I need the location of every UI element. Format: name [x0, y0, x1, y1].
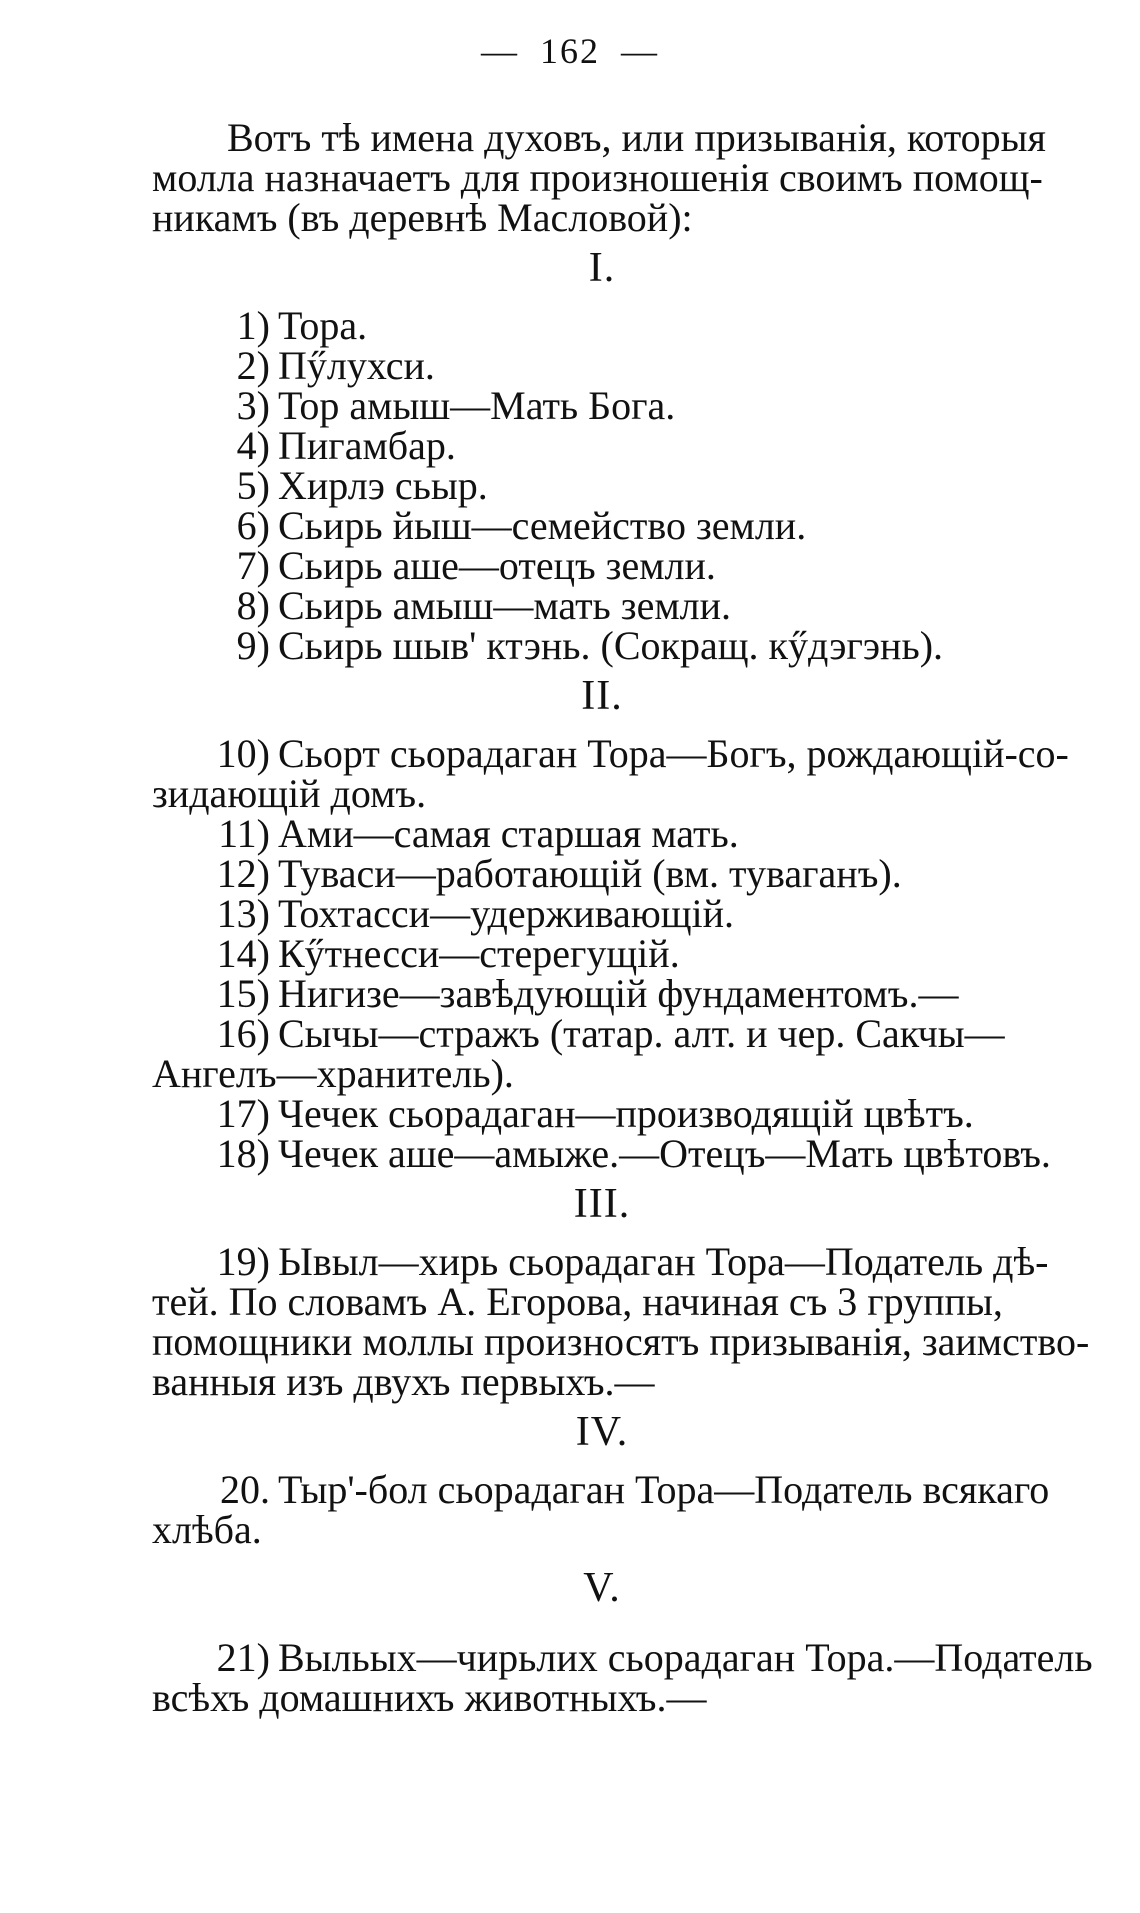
list-item — [152, 1635, 1093, 1680]
item-number: 9) — [236, 623, 270, 668]
list-section-1 — [152, 303, 1052, 668]
page-number: 162 — [540, 31, 600, 71]
item-text: Тыр'-бол сьорадаган Тора—Податель всякаго — [278, 1467, 1050, 1512]
item-number: 2) — [236, 343, 270, 388]
item-text: Выльых—чирьлих сьорадаган Тора.—Податель — [278, 1635, 1093, 1680]
item-text: Кӳтнесси—стерегущій. — [278, 931, 680, 976]
item-text: Пӳлухси. — [278, 343, 435, 388]
paragraph-section-4 — [152, 1467, 1052, 1552]
list-item — [152, 303, 1052, 348]
list-item — [152, 1011, 1052, 1056]
list-section-2 — [152, 731, 1069, 1176]
item-number: 1) — [236, 303, 270, 348]
item-text: Сьирь амыш—мать земли. — [278, 583, 732, 628]
section-heading-1: I. — [588, 245, 616, 291]
item-number: 10) — [216, 731, 270, 776]
intro-line: молла назначаетъ для произношенія своимъ помощ- — [152, 155, 1043, 200]
paragraph-section-5 — [152, 1635, 1093, 1720]
page-body — [152, 115, 1093, 1720]
item-text: Тора. — [278, 303, 368, 348]
item-text: Нигизе—завѣдующій фундаментомъ.— — [278, 971, 959, 1016]
item-number: 4) — [236, 423, 270, 468]
paragraph-line: всѣхъ домашнихъ животныхъ.— — [152, 1675, 707, 1720]
section-heading-3: III. — [573, 1181, 631, 1227]
item-text: Чечек аше—амыже.—Отецъ—Мать цвѣтовъ. — [278, 1131, 1051, 1176]
item-continuation: зидающій домъ. — [152, 771, 427, 816]
list-item — [152, 851, 1052, 896]
paragraph-line: тей. По словамъ А. Егорова, начиная съ 3 группы, — [152, 1279, 1003, 1324]
item-text: Сьорт сьорадаган Тора—Богъ, рождающій-со- — [278, 731, 1069, 776]
item-text: Ывыл—хирь сьорадаган Тора—Податель дѣ- — [278, 1239, 1049, 1284]
item-number: 20. — [220, 1467, 270, 1512]
header-right-dash: — — [621, 31, 659, 71]
list-item — [152, 1467, 1052, 1512]
list-item — [152, 1091, 1052, 1136]
item-text: Сычы—стражъ (татар. алт. и чер. Сакчы— — [278, 1011, 1005, 1056]
header-left-dash: — — [481, 31, 519, 71]
item-text: Пигамбар. — [278, 423, 456, 468]
list-item — [152, 811, 1052, 856]
list-item — [152, 1131, 1052, 1176]
list-item — [152, 463, 1052, 508]
page-header — [0, 30, 1140, 72]
item-text: Туваси—работающій (вм. туваганъ). — [278, 851, 902, 896]
item-number: 5) — [236, 463, 270, 508]
item-number: 8) — [236, 583, 270, 628]
item-number: 13) — [216, 891, 270, 936]
item-number: 17) — [216, 1091, 270, 1136]
item-text: Чечек сьорадаган—производящій цвѣтъ. — [278, 1091, 974, 1136]
item-number: 19) — [216, 1239, 270, 1284]
item-number: 14) — [216, 931, 270, 976]
item-continuation: Ангелъ—хранитель). — [152, 1051, 514, 1096]
item-text: Ами—самая старшая мать. — [278, 811, 739, 856]
list-item — [152, 423, 1052, 468]
paragraph-line: ванныя изъ двухъ первыхъ.— — [152, 1359, 655, 1404]
section-heading-4: IV. — [575, 1409, 629, 1455]
list-item — [152, 731, 1069, 776]
intro-line: Вотъ тѣ имена духовъ, или призыванія, которыя — [227, 115, 1046, 160]
section-heading-5: V. — [583, 1565, 621, 1611]
item-number: 15) — [216, 971, 270, 1016]
item-number: 21) — [216, 1635, 270, 1680]
paragraph-line: помощники моллы произносятъ призыванія, заимство- — [152, 1319, 1090, 1364]
paragraph-line: хлѣба. — [152, 1507, 262, 1552]
item-number: 16) — [216, 1011, 270, 1056]
item-text: Сьирь шыв' ктэнь. (Сокращ. кӳдэгэнь). — [278, 623, 944, 668]
item-text: Хирлэ сьыр. — [278, 463, 488, 508]
list-item — [152, 543, 1052, 588]
list-item — [152, 931, 1052, 976]
item-number: 7) — [236, 543, 270, 588]
item-text: Тохтасси—удерживающій. — [278, 891, 735, 936]
list-item — [152, 343, 1052, 388]
list-item — [152, 583, 1052, 628]
item-text: Сьирь аше—отецъ земли. — [278, 543, 716, 588]
list-item — [152, 503, 1052, 548]
item-number: 11) — [218, 811, 270, 856]
list-item — [152, 383, 1052, 428]
item-text: Сьирь йыш—семейство земли. — [278, 503, 807, 548]
intro-line: никамъ (въ деревнѣ Масловой): — [152, 195, 693, 240]
item-number: 12) — [216, 851, 270, 896]
item-text: Тор амыш—Мать Бога. — [278, 383, 676, 428]
item-number: 3) — [236, 383, 270, 428]
item-number: 6) — [236, 503, 270, 548]
paragraph-section-3 — [152, 1239, 1090, 1404]
list-item — [152, 1239, 1052, 1284]
list-item — [152, 623, 1052, 668]
item-number: 18) — [216, 1131, 270, 1176]
list-item — [152, 971, 1052, 1016]
section-heading-2: II. — [581, 673, 623, 719]
intro-paragraph — [152, 115, 1052, 240]
list-item — [152, 891, 1052, 936]
